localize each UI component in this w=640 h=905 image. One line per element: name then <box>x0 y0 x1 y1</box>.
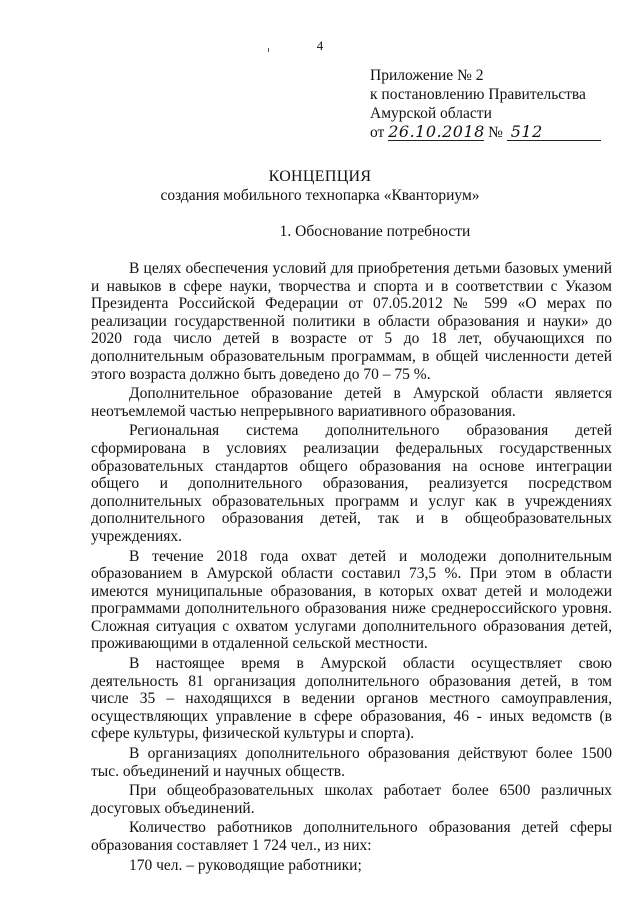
scan-mark <box>268 48 269 52</box>
paragraph: Дополнительное образование детей в Амурской области является неотъемлемой частью непрерывного вариативного образования. <box>91 385 612 420</box>
number-prefix: № <box>488 124 503 141</box>
paragraph: В настоящее время в Амурской области осуществляет свою деятельность 81 организация дополнительного образования детей, в том числе 35 – находящихся в ведении органов местного самоуправления, осуществляющих управление в сфере образования, 46 - иных ведомств (в сфере культуры, физической культуры и спорта). <box>91 655 612 743</box>
paragraph: Количество работников дополнительного образования детей сферы образования составляет 1 724 чел., из них: <box>91 819 612 854</box>
appendix-line-3: Амурской области <box>370 105 492 122</box>
paragraph: В организациях дополнительного образования действуют более 1500 тыс. объединений и научных обществ. <box>91 745 612 780</box>
date-prefix: от <box>370 124 385 141</box>
paragraph: 170 чел. – руководящие работники; <box>129 856 362 874</box>
paragraph: В целях обеспечения условий для приобретения детьми базовых умений и навыков в сфере науки, творчества и спорта и в соответствии с Указом Президента Российской Федерации от 07.05.2012 № 599 «О мерах по реализации государственной политики в области образования и науки» до 2020 года число детей в возрасте от 5 до 18 лет, обучающихся по дополнительным образовательным программам, в общей численности детей этого возраста должно быть доведено до 70 – 75 %. <box>91 260 612 383</box>
body-text <box>91 260 612 876</box>
handwritten-number: 512 <box>507 124 601 141</box>
handwritten-date: 26.10.2018 <box>388 122 485 141</box>
section-heading: 1. Обоснование потребности <box>279 223 471 240</box>
paragraph: При общеобразовательных школах работает более 6500 различных досуговых объединений. <box>91 782 612 817</box>
paragraph: Региональная система дополнительного образования детей сформирована в условиях реализации федеральных государственных образовательных стандартов общего образования на основе интеграции общего и дополнительного образования, реализуется посредством дополнительных образовательных программ и услуг как в учреждениях дополнительного образования детей, так и в общеобразовательных учреждениях. <box>91 422 612 545</box>
document-title: КОНЦЕПЦИЯ <box>268 168 372 185</box>
appendix-line-1: Приложение № 2 <box>370 67 484 84</box>
appendix-block <box>370 66 630 142</box>
appendix-date-line <box>370 123 630 142</box>
paragraph: В течение 2018 года охват детей и молодежи дополнительным образованием в Амурской области составил 73,5 %. При этом в области имеются муниципальные образования, в которых охват детей и молодежи программами дополнительного образования ниже среднероссийского уровня. Сложная ситуация с охватом услугами дополнительного образования детей, проживающими в отдаленной сельской местности. <box>91 547 612 653</box>
document-subtitle: создания мобильного технопарка «Кванториум» <box>160 187 480 204</box>
page-number: 4 <box>316 38 324 53</box>
appendix-line-2: к постановлению Правительства <box>370 86 586 103</box>
